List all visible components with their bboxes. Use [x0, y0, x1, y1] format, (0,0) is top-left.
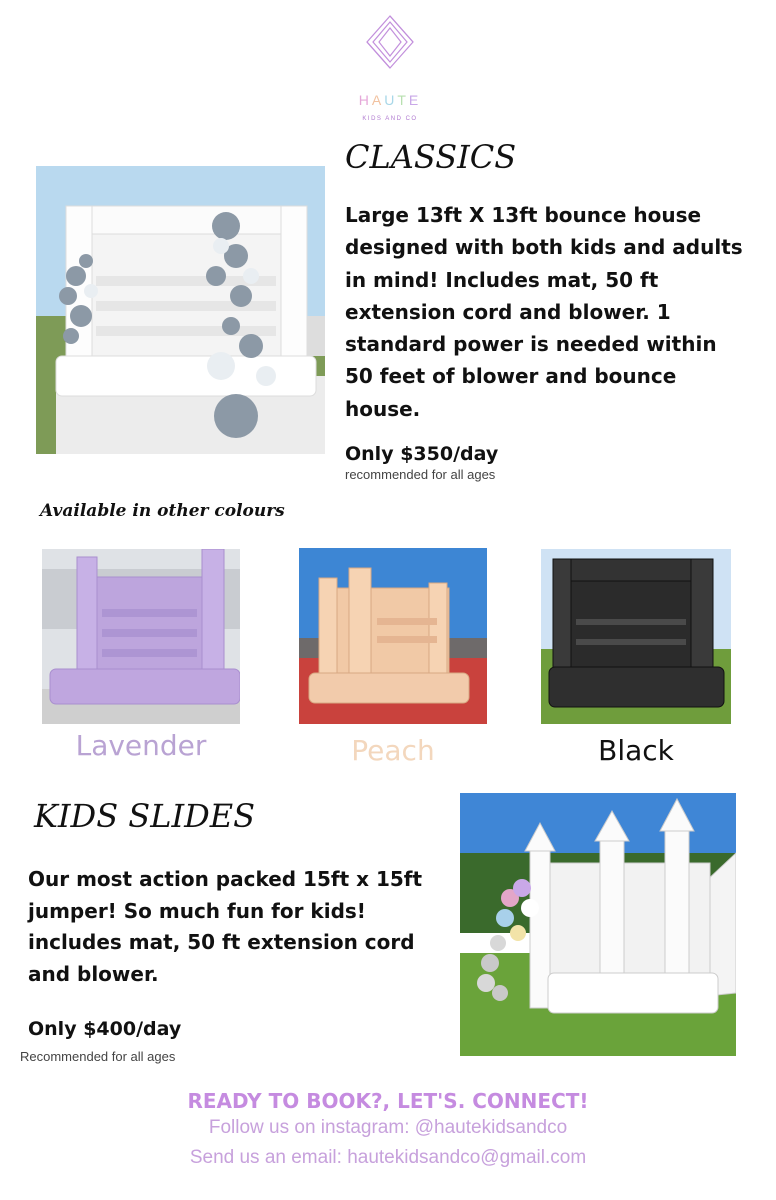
slides-description: Our most action packed 15ft x 15ft jumper! So much fun for kids! includes mat, 50 ft extension cord and blower.: [28, 867, 423, 986]
kids-slide-bounce-house-photo: [460, 793, 736, 1056]
brand-name: [345, 92, 435, 108]
classics-price: Only $350/day: [345, 443, 499, 465]
classics-note: recommended for all ages: [345, 467, 496, 482]
email-line[interactable]: Send us an email: hautekidsandco@gmail.com: [189, 1147, 587, 1168]
brand-letter: E: [408, 92, 422, 108]
brand-logo: [345, 12, 435, 124]
peach-bounce-house-photo: [299, 548, 487, 724]
colour-label-black: Black: [598, 734, 674, 767]
slides-note: Recommended for all ages: [20, 1049, 176, 1064]
brand-letter: H: [358, 92, 372, 108]
slides-title: KIDS SLIDES: [34, 797, 256, 835]
brand-subtitle: KIDS AND CO: [362, 116, 418, 122]
brand-letter: U: [384, 92, 398, 108]
booking-cta: READY TO BOOK?, LET'S. CONNECT!: [187, 1089, 589, 1113]
classics-title: CLASSICS: [345, 138, 517, 176]
classic-white-bounce-house-photo: [36, 166, 325, 454]
black-bounce-house-photo: [541, 549, 731, 724]
instagram-line[interactable]: Follow us on instagram: @hautekidsandco: [208, 1117, 568, 1138]
brand-letter: A: [371, 92, 385, 108]
colours-heading: Available in other colours: [40, 501, 285, 521]
lavender-bounce-house-photo: [42, 549, 240, 724]
brand-letter: T: [397, 92, 409, 108]
colour-label-peach: Peach: [351, 734, 435, 767]
classics-description: Large 13ft X 13ft bounce house designed with both kids and adults in mind! Includes mat, 50 ft extension cord and blower. 1 standard power is needed within 50 feet of blower and bounce house.: [345, 203, 743, 421]
colour-label-lavender: Lavender: [75, 729, 207, 762]
diamond-logo-icon: [365, 12, 415, 82]
slides-price: Only $400/day: [28, 1018, 182, 1040]
